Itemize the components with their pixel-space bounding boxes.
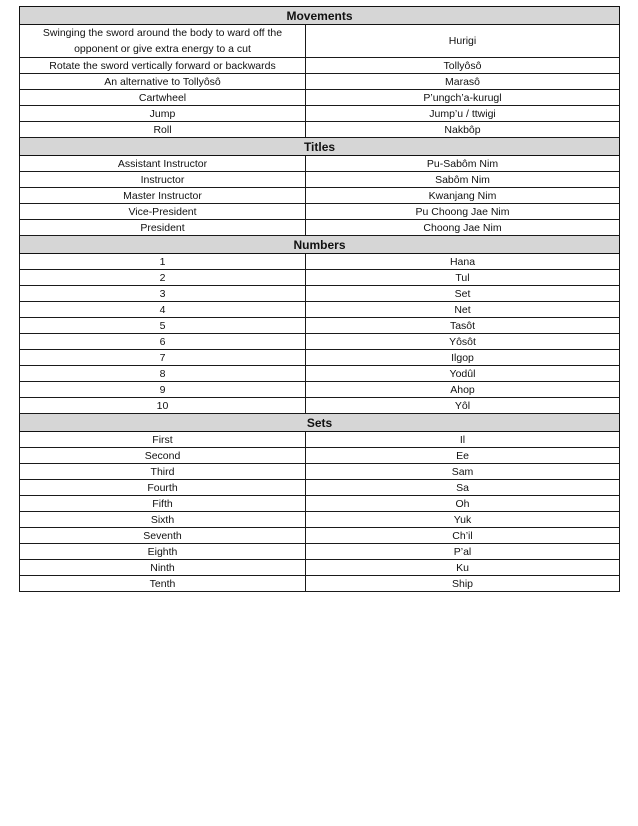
korean-term-cell: Ilgop (306, 350, 620, 366)
table-row (20, 156, 620, 172)
korean-term-cell: Marasô (306, 74, 620, 90)
english-term-cell: Third (20, 464, 306, 480)
table-row (20, 286, 620, 302)
english-term-cell: First (20, 432, 306, 448)
table-row (20, 544, 620, 560)
korean-term-cell: Kwanjang Nim (306, 188, 620, 204)
english-term-cell: 1 (20, 254, 306, 270)
table-row (20, 90, 620, 106)
korean-term-cell: Sabôm Nim (306, 172, 620, 188)
section-title: Titles (20, 138, 620, 156)
english-term-cell: Fourth (20, 480, 306, 496)
korean-term-cell: P’ungch’a-kurugl (306, 90, 620, 106)
english-term-cell: Tenth (20, 576, 306, 592)
korean-term-cell: Oh (306, 496, 620, 512)
english-term-cell: 8 (20, 366, 306, 382)
korean-term-cell: Net (306, 302, 620, 318)
english-term-cell: Instructor (20, 172, 306, 188)
table-row (20, 302, 620, 318)
terminology-document (19, 6, 619, 592)
korean-term-cell: Set (306, 286, 620, 302)
korean-term-cell: Ee (306, 448, 620, 464)
english-term-cell: 2 (20, 270, 306, 286)
english-term-cell: Vice-President (20, 204, 306, 220)
korean-term-cell: Sa (306, 480, 620, 496)
section-header-sets (20, 414, 620, 432)
english-term-cell: 3 (20, 286, 306, 302)
english-term-cell: Assistant Instructor (20, 156, 306, 172)
table-row (20, 464, 620, 480)
english-term-cell: Seventh (20, 528, 306, 544)
english-term-cell: 7 (20, 350, 306, 366)
table-row (20, 106, 620, 122)
table-row (20, 512, 620, 528)
section-title: Movements (20, 7, 620, 25)
english-term-cell: Cartwheel (20, 90, 306, 106)
table-row (20, 350, 620, 366)
table-row (20, 172, 620, 188)
table-row (20, 366, 620, 382)
english-term-cell: Jump (20, 106, 306, 122)
english-term-cell: Sixth (20, 512, 306, 528)
korean-term-cell: Yodûl (306, 366, 620, 382)
english-term-cell: Second (20, 448, 306, 464)
table-row (20, 220, 620, 236)
english-term-cell: Rotate the sword vertically forward or backwards (20, 58, 306, 74)
korean-term-cell: Choong Jae Nim (306, 220, 620, 236)
table-row (20, 254, 620, 270)
english-term-cell: Eighth (20, 544, 306, 560)
korean-term-cell: Pu Choong Jae Nim (306, 204, 620, 220)
english-term-cell: Master Instructor (20, 188, 306, 204)
table-row (20, 576, 620, 592)
korean-term-cell: Hana (306, 254, 620, 270)
table-row (20, 448, 620, 464)
english-term-cell: Swinging the sword around the body to ward off the opponent or give extra energy to a cut (20, 25, 306, 58)
table-row (20, 382, 620, 398)
korean-term-cell: P’al (306, 544, 620, 560)
table-row (20, 432, 620, 448)
table-row (20, 480, 620, 496)
terminology-table-body (20, 7, 620, 592)
english-term-cell: 5 (20, 318, 306, 334)
table-row (20, 334, 620, 350)
korean-term-cell: Nakbôp (306, 122, 620, 138)
korean-term-cell: Yôl (306, 398, 620, 414)
korean-term-cell: Ship (306, 576, 620, 592)
english-term-cell: 9 (20, 382, 306, 398)
terminology-table (19, 6, 620, 592)
korean-term-cell: Ahop (306, 382, 620, 398)
table-row (20, 74, 620, 90)
table-row (20, 188, 620, 204)
korean-term-cell: Ku (306, 560, 620, 576)
korean-term-cell: Tasôt (306, 318, 620, 334)
section-title: Numbers (20, 236, 620, 254)
english-term-cell: An alternative to Tollyôsô (20, 74, 306, 90)
section-header-titles (20, 138, 620, 156)
korean-term-cell: Hurigi (306, 25, 620, 58)
korean-term-cell: Tollyôsô (306, 58, 620, 74)
english-term-cell: 10 (20, 398, 306, 414)
table-row (20, 318, 620, 334)
table-row (20, 528, 620, 544)
section-header-movements (20, 7, 620, 25)
section-title: Sets (20, 414, 620, 432)
english-term-cell: 4 (20, 302, 306, 318)
table-row (20, 122, 620, 138)
table-row (20, 560, 620, 576)
korean-term-cell: Yuk (306, 512, 620, 528)
section-header-numbers (20, 236, 620, 254)
table-row (20, 398, 620, 414)
korean-term-cell: Pu-Sabôm Nim (306, 156, 620, 172)
english-term-cell: 6 (20, 334, 306, 350)
korean-term-cell: Il (306, 432, 620, 448)
english-term-cell: President (20, 220, 306, 236)
table-row (20, 496, 620, 512)
korean-term-cell: Jump’u / ttwigi (306, 106, 620, 122)
korean-term-cell: Tul (306, 270, 620, 286)
english-term-cell: Roll (20, 122, 306, 138)
korean-term-cell: Ch’il (306, 528, 620, 544)
table-row (20, 270, 620, 286)
table-row (20, 204, 620, 220)
english-term-cell: Fifth (20, 496, 306, 512)
korean-term-cell: Sam (306, 464, 620, 480)
english-term-cell: Ninth (20, 560, 306, 576)
table-row (20, 58, 620, 74)
table-row (20, 25, 620, 58)
korean-term-cell: Yôsôt (306, 334, 620, 350)
